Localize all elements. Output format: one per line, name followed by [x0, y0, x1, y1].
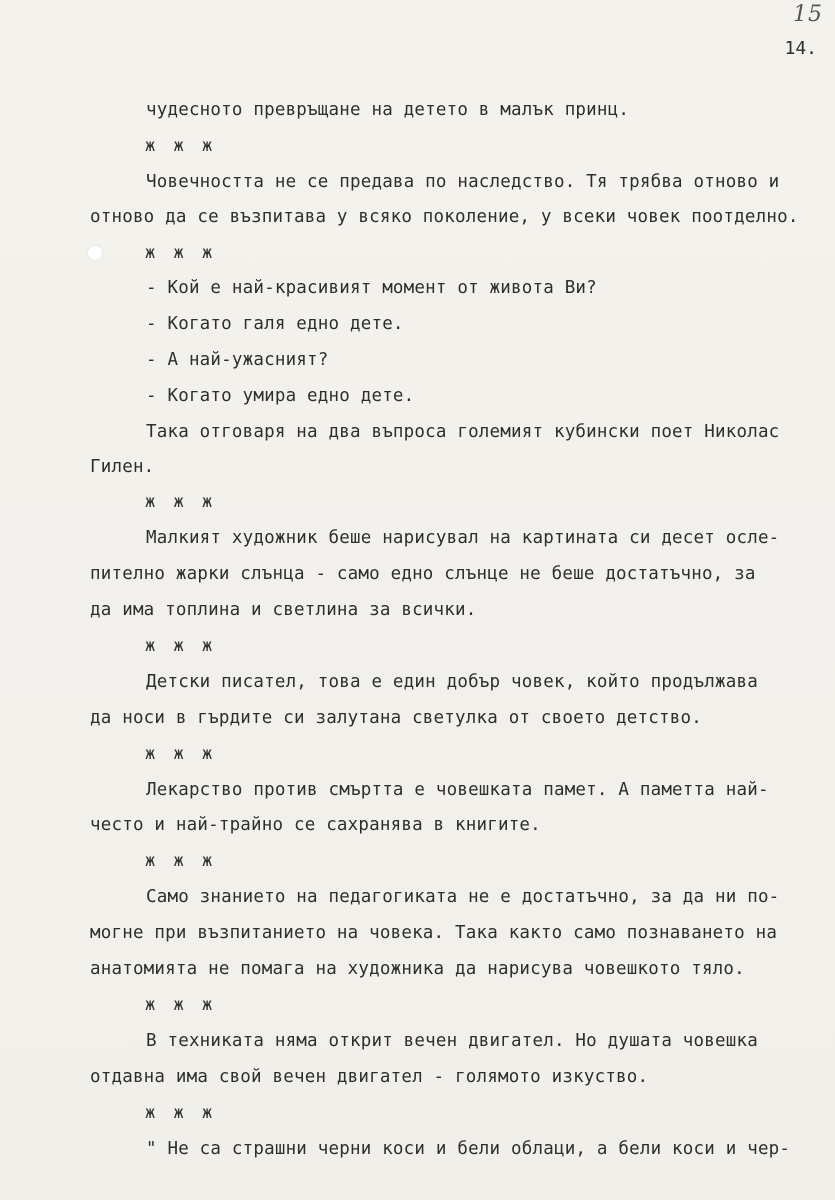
section-separator: ж ж ж: [145, 995, 217, 1015]
punch-hole: [88, 246, 102, 260]
text-line: да носи в гърдите си залутана светулка от своето детство.: [90, 708, 702, 728]
section-separator: ж ж ж: [145, 243, 217, 263]
text-line: Човечността не се предава по наследство. Тя трябва отново и: [146, 172, 780, 192]
text-line: Гилен.: [90, 457, 155, 477]
text-line: отдавна има свой вечен двигател - голямото изкуство.: [90, 1067, 649, 1087]
handwritten-page-number: 15: [793, 2, 823, 27]
text-line: отново да се възпитава у всяко поколение, у всеки човек поотделно.: [90, 207, 799, 227]
section-separator: ж ж ж: [145, 1103, 217, 1123]
text-line: чудесното превръщане на детето в малък принц.: [146, 100, 630, 120]
text-line: да има топлина и светлина за всички.: [90, 600, 477, 620]
section-separator: ж ж ж: [145, 851, 217, 871]
text-line: - Когато умира едно дете.: [146, 386, 415, 406]
text-line: анатомията не помага на художника да нарисува човешкото тяло.: [90, 959, 745, 979]
text-line: Само знанието на педагогиката не е достатъчно, за да ни по-: [146, 887, 780, 907]
text-line: - Когато галя едно дете.: [146, 314, 404, 334]
text-line: често и най-трайно се сахранява в книгите.: [90, 815, 541, 835]
text-line: Малкият художник беше нарисувал на картината си десет осле-: [146, 528, 780, 548]
text-line: могне при възпитанието на човека. Така както само познаването на: [90, 923, 778, 943]
section-separator: ж ж ж: [145, 744, 217, 764]
text-line: " Не са страшни черни коси и бели облаци, а бели коси и чер-: [146, 1139, 791, 1159]
page-number: 14.: [784, 38, 817, 59]
text-line: - Кой е най-красивият момент от живота Ви?: [146, 278, 597, 298]
text-line: Лекарство против смъртта е човешката памет. А паметта най-: [146, 780, 769, 800]
text-line: пително жарки слънца - само едно слънце не беше достатъчно, за: [90, 564, 756, 584]
text-line: Така отговаря на два въпроса големият кубински поет Николас: [146, 422, 780, 442]
text-line: - А най-ужасният?: [146, 350, 329, 370]
text-line: В техниката няма открит вечен двигател. Но душата човешка: [146, 1031, 758, 1051]
text-line: Детски писател, това е един добър човек, който продължава: [146, 672, 758, 692]
section-separator: ж ж ж: [145, 636, 217, 656]
section-separator: ж ж ж: [145, 136, 217, 156]
section-separator: ж ж ж: [145, 492, 217, 512]
